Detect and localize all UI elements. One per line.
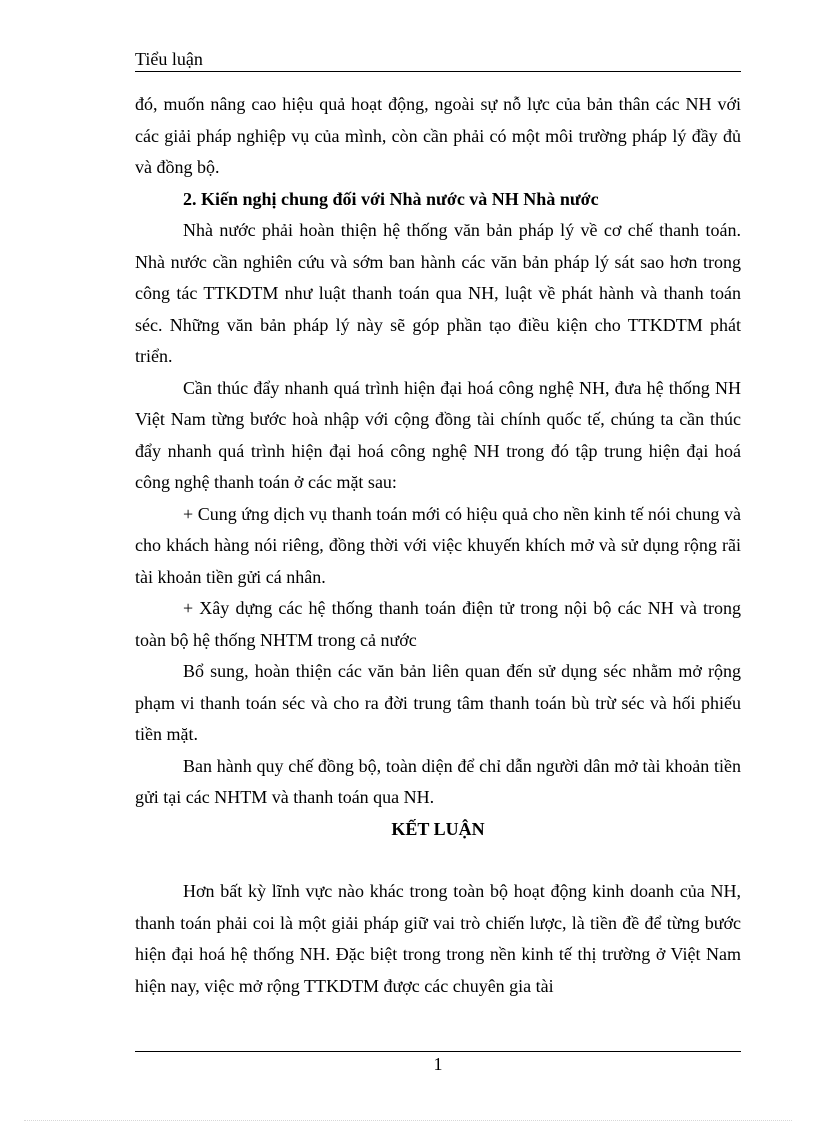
header-divider: [135, 71, 741, 72]
paragraph-bullet-electronic-payment: + Xây dựng các hệ thống thanh toán điện tử trong nội bộ các NH và trong toàn bộ hệ thống NHTM trong cả nước: [135, 598, 741, 650]
page-number: 1: [433, 1054, 443, 1074]
conclusion-heading: KẾT LUẬN: [391, 818, 485, 839]
section-heading: 2. Kiến nghị chung đối với Nhà nước và NH Nhà nước: [183, 188, 599, 209]
paragraph-bullet-services: + Cung ứng dịch vụ thanh toán mới có hiệu quả cho nền kinh tế nói chung và cho khách hàng nói riêng, đồng thời với việc khuyến khích mở và sử dụng rộng rãi tài khoản tiền gửi cá nhân.: [135, 503, 741, 587]
paragraph-continuation: đó, muốn nâng cao hiệu quả hoạt động, ngoài sự nỗ lực của bản thân các NH với các giải pháp nghiệp vụ của mình, còn cần phải có một môi trường pháp lý đầy đủ và đồng bộ.: [135, 94, 741, 177]
footer-divider: [135, 1051, 741, 1052]
paragraph-account-guidance: Ban hành quy chế đồng bộ, toàn diện để chỉ dẫn người dân mở tài khoản tiền gửi tại các NHTM và thanh toán qua NH.: [135, 755, 741, 807]
document-body: [135, 89, 741, 1002]
paragraph-cheque-regulations: Bổ sung, hoàn thiện các văn bản liên quan đến sử dụng séc nhằm mở rộng phạm vi thanh toán séc và cho ra đời trung tâm thanh toán bù trừ séc và hối phiếu tiền mặt.: [135, 661, 741, 744]
page-edge-divider: [24, 1120, 792, 1121]
paragraph-conclusion: Hơn bất kỳ lĩnh vực nào khác trong toàn bộ hoạt động kinh doanh của NH, thanh toán phải coi là một giải pháp giữ vai trò chiến lược, là tiền đề để từng bước hiện đại hoá hệ thống NH. Đặc biệt trong trong nền kinh tế thị trường ở Việt Nam hiện nay, việc mở rộng TTKDTM được các chuyên gia tài: [135, 881, 741, 996]
page-header-title: Tiểu luận: [135, 49, 203, 69]
paragraph-legal-framework: Nhà nước phải hoàn thiện hệ thống văn bản pháp lý về cơ chế thanh toán. Nhà nước cần nghiên cứu và sớm ban hành các văn bản pháp lý sát sao hơn trong công tác TTKDTM như luật thanh toán qua NH, luật về phát hành và thanh toán séc. Những văn bản pháp lý này sẽ góp phần tạo điều kiện cho TTKDTM phát triển.: [135, 220, 741, 366]
paragraph-modernization: Cần thúc đẩy nhanh quá trình hiện đại hoá công nghệ NH, đưa hệ thống NH Việt Nam từng bước hoà nhập với cộng đồng tài chính quốc tế, chúng ta cần thúc đẩy nhanh quá trình hiện đại hoá công nghệ NH trong đó tập trung hiện đại hoá công nghệ thanh toán ở các mặt sau:: [135, 377, 741, 492]
